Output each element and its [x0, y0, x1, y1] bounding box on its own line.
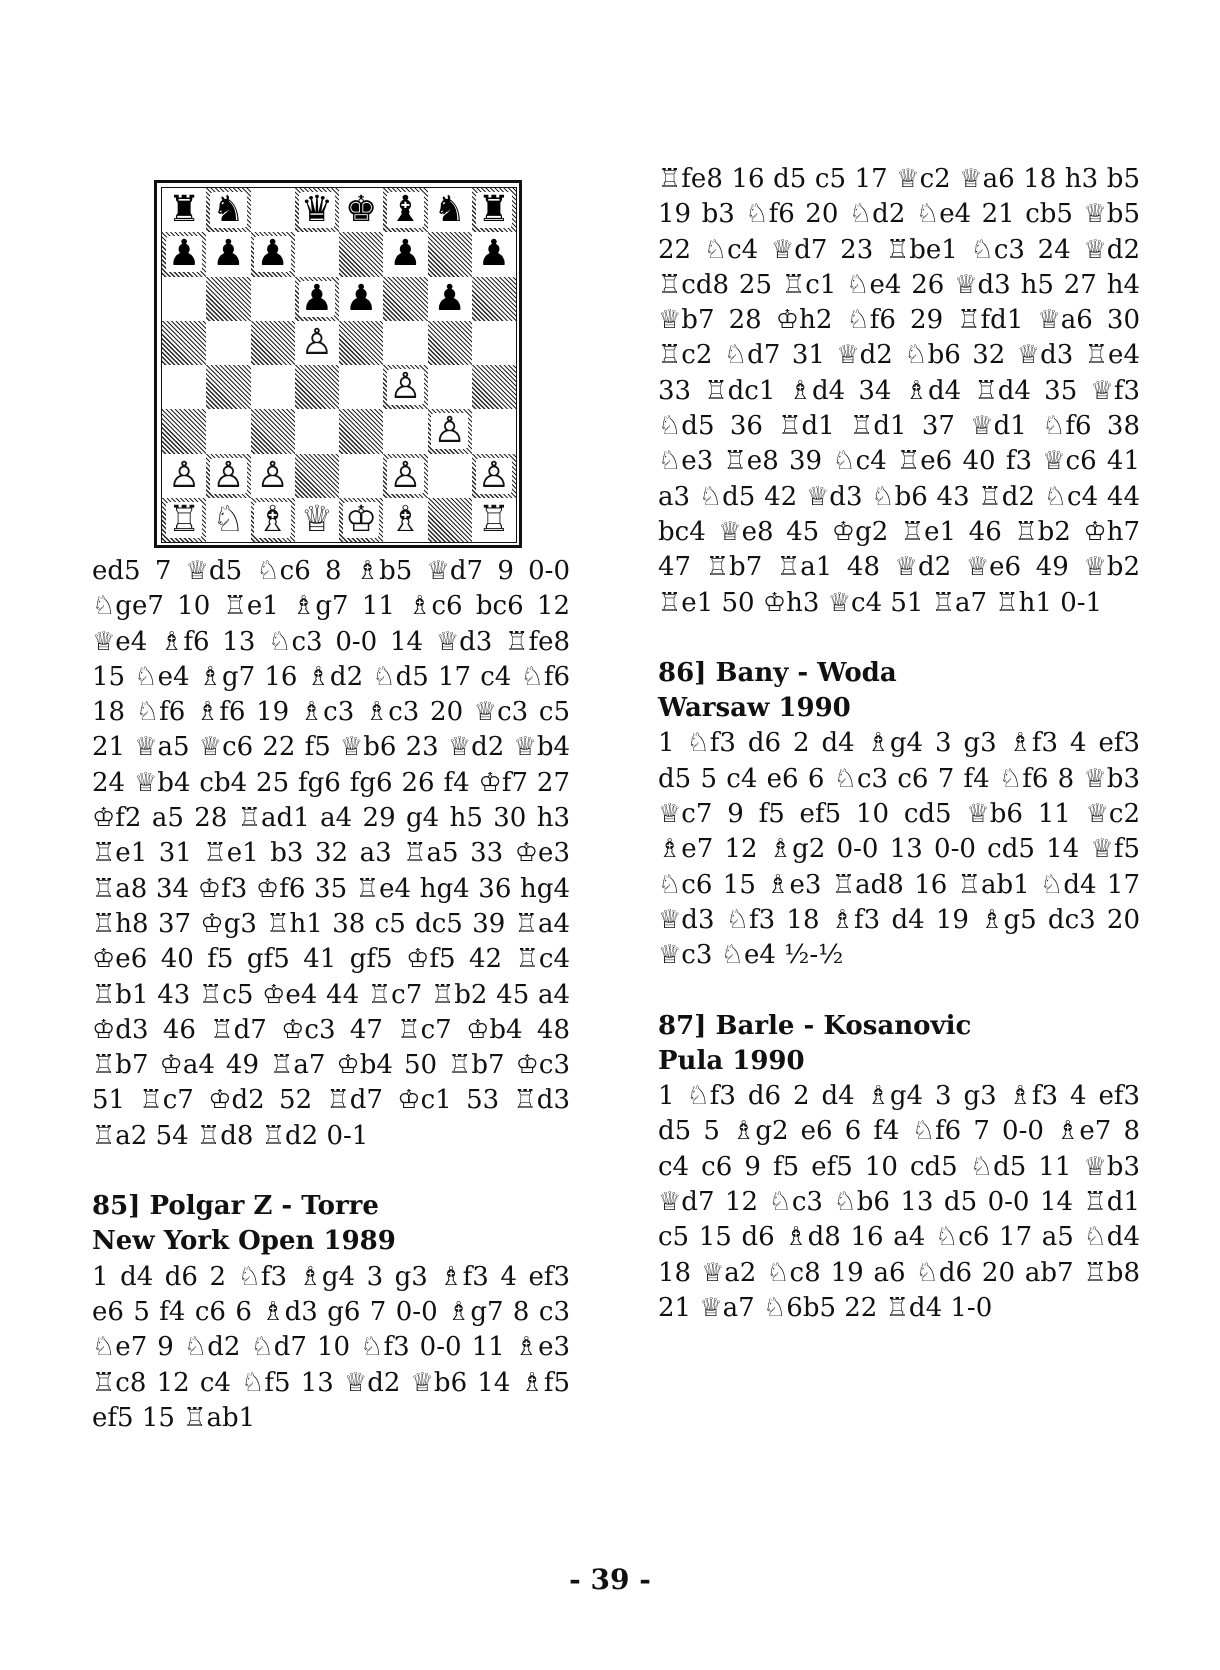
chess-board [161, 187, 517, 543]
white-piece: ♙ [389, 454, 422, 496]
square-e1 [339, 498, 383, 542]
square-f1 [383, 498, 427, 542]
square-a7 [162, 232, 206, 276]
square-b6 [206, 277, 250, 321]
black-piece: ♜ [167, 189, 201, 231]
square-c6 [251, 277, 295, 321]
square-h5 [472, 321, 516, 365]
square-e8 [339, 188, 383, 232]
square-a4 [162, 365, 206, 409]
square-h2 [472, 454, 516, 498]
spacer [658, 974, 1140, 1009]
left-column [92, 554, 570, 1436]
black-piece: ♟ [212, 233, 245, 275]
square-b5 [206, 321, 250, 365]
game86-moves: 1 ♘f3 d6 2 d4 ♗g4 3 g3 ♗f3 4 ef3 d5 5 c4 e6 6 ♘c3 c6 7 f4 ♘f6 8 ♕b3 ♕c7 9 f5 ef5 10 cd5 ♕b6 11 ♕c2 ♗e7 12 ♗g2 0-0 13 0-0 cd5 14 ♕f5 ♘c6 15 ♗e3 ♖ad8 16 ♖ab1 ♘d4 17 ♕d3 ♘f3 18 ♗f3 d4 19 ♗g5 dc3 20 ♕c3 ♘e4 ½-½ [658, 728, 1140, 971]
square-d3 [295, 409, 339, 453]
square-h7 [472, 232, 516, 276]
square-g3 [428, 409, 472, 453]
square-f8 [383, 188, 427, 232]
square-b4 [206, 365, 250, 409]
square-c7 [251, 232, 295, 276]
black-piece: ♞ [433, 189, 466, 231]
black-piece: ♟ [167, 233, 201, 275]
square-h3 [472, 409, 516, 453]
black-piece: ♜ [477, 189, 511, 231]
square-g1 [428, 498, 472, 542]
square-a3 [162, 409, 206, 453]
square-a1 [162, 498, 206, 542]
square-g7 [428, 232, 472, 276]
square-b7 [206, 232, 250, 276]
game85-moves: 1 d4 d6 2 ♘f3 ♗g4 3 g3 ♗f3 4 ef3 e6 5 f4 c6 6 ♗d3 g6 7 0-0 ♗g7 8 c3 ♘e7 9 ♘d2 ♘d7 10 ♘f3 0-0 11 ♗e3 ♖c8 12 c4 ♘f5 13 ♕d2 ♕b6 14 ♗f5 ef5 15 ♖ab1 [92, 1261, 570, 1433]
square-h6 [472, 277, 516, 321]
square-f3 [383, 409, 427, 453]
white-piece: ♖ [477, 498, 511, 540]
white-piece: ♙ [167, 454, 201, 496]
square-d8 [295, 188, 339, 232]
square-f2 [383, 454, 427, 498]
square-c5 [251, 321, 295, 365]
square-b8 [206, 188, 250, 232]
square-a8 [162, 188, 206, 232]
square-f7 [383, 232, 427, 276]
square-c3 [251, 409, 295, 453]
square-c2 [251, 454, 295, 498]
game87-title: 87] Barle - Kosanovic [658, 1010, 972, 1041]
white-piece: ♙ [256, 454, 289, 496]
page-number: - 39 - [569, 1563, 651, 1596]
black-piece: ♟ [389, 233, 422, 275]
white-piece: ♗ [256, 498, 289, 540]
square-e3 [339, 409, 383, 453]
square-d7 [295, 232, 339, 276]
spacer [658, 621, 1140, 656]
square-f6 [383, 277, 427, 321]
square-a5 [162, 321, 206, 365]
black-piece: ♛ [300, 189, 334, 231]
square-e2 [339, 454, 383, 498]
square-h1 [472, 498, 516, 542]
black-piece: ♞ [212, 189, 245, 231]
square-c1 [251, 498, 295, 542]
square-a6 [162, 277, 206, 321]
game87-moves: 1 ♘f3 d6 2 d4 ♗g4 3 g3 ♗f3 4 ef3 d5 5 ♗g2 e6 6 f4 ♘f6 7 0-0 ♗e7 8 c4 c6 9 f5 ef5 10 cd5 ♘d5 11 ♕b3 ♕d7 12 ♘c3 ♘b6 13 d5 0-0 14 ♖d1 c5 15 d6 ♗d8 16 a4 ♘c6 17 a5 ♘d4 18 ♕a2 ♘c8 19 a6 ♘d6 20 ab7 ♖b8 21 ♕a7 ♘6b5 22 ♖d4 1-0 [658, 1081, 1140, 1323]
square-g2 [428, 454, 472, 498]
white-piece: ♙ [212, 454, 245, 496]
black-piece: ♟ [433, 277, 466, 319]
square-e5 [339, 321, 383, 365]
black-piece: ♝ [389, 189, 422, 231]
game86-event: Warsaw 1990 [658, 693, 851, 724]
square-a2 [162, 454, 206, 498]
square-b1 [206, 498, 250, 542]
square-f5 [383, 321, 427, 365]
spacer [92, 1154, 570, 1189]
chess-diagram [154, 180, 522, 548]
game87-event: Pula 1990 [658, 1045, 805, 1076]
black-piece: ♟ [344, 277, 378, 319]
square-b3 [206, 409, 250, 453]
black-piece: ♚ [344, 189, 378, 231]
square-e6 [339, 277, 383, 321]
square-h8 [472, 188, 516, 232]
square-g5 [428, 321, 472, 365]
game85-title: 85] Polgar Z - Torre [92, 1191, 379, 1222]
square-d1 [295, 498, 339, 542]
black-piece: ♟ [477, 233, 511, 275]
game86-title: 86] Bany - Woda [658, 657, 897, 688]
black-piece: ♟ [300, 277, 334, 319]
square-b2 [206, 454, 250, 498]
white-piece: ♖ [167, 498, 201, 540]
white-piece: ♙ [300, 321, 334, 363]
square-g4 [428, 365, 472, 409]
white-piece: ♕ [300, 498, 334, 540]
white-piece: ♙ [433, 410, 466, 452]
square-f4 [383, 365, 427, 409]
game85-continuation: ♖fe8 16 d5 c5 17 ♕c2 ♕a6 18 h3 b5 19 b3 ♘f6 20 ♘d2 ♘e4 21 cb5 ♕b5 22 ♘c4 ♕d7 23 ♖be1 ♘c3 24 ♕d2 ♖cd8 25 ♖c1 ♘e4 26 ♕d3 h5 27 h4 ♕b7 28 ♔h2 ♘f6 29 ♖fd1 ♕a6 30 ♖c2 ♘d7 31 ♕d2 ♘b6 32 ♕d3 ♖e4 33 ♖dc1 ♗d4 34 ♗d4 ♖d4 35 ♕f3 ♘d5 36 ♖d1 ♖d1 37 ♕d1 ♘f6 38 ♘e3 ♖e8 39 ♘c4 ♖e6 40 f3 ♕c6 41 a3 ♘d5 42 ♕d3 ♘b6 43 ♖d2 ♘c4 44 bc4 ♕e8 45 ♔g2 ♖e1 46 ♖b2 ♔h7 47 ♖b7 ♖a1 48 ♕d2 ♕e6 49 ♕b2 ♖e1 50 ♔h3 ♕c4 51 ♖a7 ♖h1 0-1 [658, 164, 1140, 618]
square-d4 [295, 365, 339, 409]
white-piece: ♗ [389, 498, 422, 540]
square-d6 [295, 277, 339, 321]
square-e7 [339, 232, 383, 276]
square-d2 [295, 454, 339, 498]
square-h4 [472, 365, 516, 409]
white-piece: ♙ [477, 454, 511, 496]
right-column [658, 162, 1140, 1326]
square-d5 [295, 321, 339, 365]
game85-event: New York Open 1989 [92, 1226, 396, 1257]
black-piece: ♟ [256, 233, 289, 275]
square-c4 [251, 365, 295, 409]
game84-continuation: ed5 7 ♕d5 ♘c6 8 ♗b5 ♕d7 9 0-0 ♘ge7 10 ♖e1 ♗g7 11 ♗c6 bc6 12 ♕e4 ♗f6 13 ♘c3 0-0 14 ♕d3 ♖fe8 15 ♘e4 ♗g7 16 ♗d2 ♘d5 17 c4 ♘f6 18 ♘f6 ♗f6 19 ♗c3 ♗c3 20 ♕c3 c5 21 ♕a5 ♕c6 22 f5 ♕b6 23 ♕d2 ♕b4 24 ♕b4 cb4 25 fg6 fg6 26 f4 ♔f7 27 ♔f2 a5 28 ♖ad1 a4 29 g4 h5 30 h3 ♖e1 31 ♖e1 b3 32 a3 ♖a5 33 ♔e3 ♖a8 34 ♔f3 ♔f6 35 ♖e4 hg4 36 hg4 ♖h8 37 ♔g3 ♖h1 38 c5 dc5 39 ♖a4 ♔e6 40 f5 gf5 41 gf5 ♔f5 42 ♖c4 ♖b1 43 ♖c5 ♔e4 44 ♖c7 ♖b2 45 a4 ♔d3 46 ♖d7 ♔c3 47 ♖c7 ♔b4 48 ♖b7 ♔a4 49 ♖a7 ♔b4 50 ♖b7 ♔c3 51 ♖c7 ♔d2 52 ♖d7 ♔c1 53 ♖d3 ♖a2 54 ♖d8 ♖d2 0-1 [92, 556, 570, 1151]
white-piece: ♙ [389, 366, 422, 408]
square-c8 [251, 188, 295, 232]
white-piece: ♘ [212, 498, 245, 540]
square-g6 [428, 277, 472, 321]
white-piece: ♔ [344, 498, 378, 540]
square-e4 [339, 365, 383, 409]
square-g8 [428, 188, 472, 232]
